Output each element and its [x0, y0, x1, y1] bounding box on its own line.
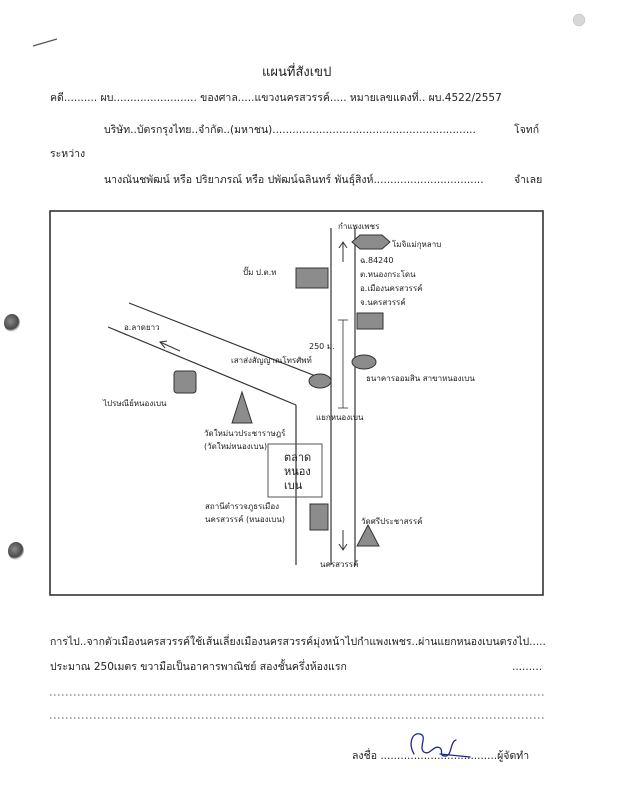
label-house-2: ฉ.84240 — [360, 256, 394, 265]
label-house-5: จ.นครสวรรค์ — [360, 298, 406, 307]
label-post-office: ไปรษณีย์หนองเบน — [103, 399, 167, 408]
defendant-line: นางณันชพัฒน์ หรือ ปริยาภรณ์ หรือ ปพัฒน์ฉลินทร์ พันธุ์สิงห์................................. — [104, 174, 484, 186]
label-distance: 250 ม. — [309, 342, 335, 351]
label-market-3: เบน — [284, 479, 303, 492]
between-label: ระหว่าง — [50, 148, 86, 160]
defendant-role: จำเลย — [514, 174, 543, 186]
label-temple-nw-1: วัดใหม่นวประชาราษฎร์ — [204, 429, 286, 438]
label-junction: แยกหนองเบน — [316, 413, 364, 422]
page-title: แผนที่สังเขป — [262, 65, 332, 80]
label-house-4: อ.เมืองนครสวรรค์ — [360, 284, 423, 293]
label-road-west: อ.ลาดยาว — [124, 323, 160, 332]
label-market-1: ตลาด — [284, 451, 312, 464]
label-road-north: กำแพงเพชร — [338, 222, 380, 231]
directions-line-2: ประมาณ 250เมตร ขวามือเป็นอาคารพาณิชย์ สองชั้นครึ่งห้องแรก — [50, 661, 347, 673]
label-police-1: สถานีตำรวจภูธรเมือง — [205, 502, 280, 511]
label-police-2: นครสวรรค์ (หนองเบน) — [205, 515, 285, 524]
label-temple-se: วัดศรีประชาสรรค์ — [361, 517, 423, 526]
plaintiff-line: บริษัท..บัตรกรุงไทย..จำกัด..(มหาชน)............................................................. — [104, 124, 476, 136]
label-gas-station: ปั๊ม ป.ต.ท — [243, 268, 277, 277]
label-house-1: โมจิแม่กุหลาบ — [392, 240, 442, 249]
plaintiff-role: โจทก์ — [514, 124, 540, 136]
case-number-line: คดี.......... ผบ......................... ของศาล.....แขวงนครสวรรค์..... หมายเลขแดงที่.. ผบ.4522/2557 — [50, 92, 502, 104]
label-bank: ธนาคารออมสิน สาขาหนองเบน — [366, 374, 475, 383]
label-road-south: นครสวรรค์ — [320, 560, 359, 569]
directions-line-2-dots: ......... — [512, 661, 543, 673]
directions-line-1: การไป..จากตัวเมืองนครสวรรค์ใช้เส้นเลี่ยงเมืองนครสวรรค์มุ่งหน้าไปกำแพงเพชร..ผ่านแยกหนองเบนตรงไป..... — [50, 636, 546, 648]
label-house-3: ต.หนองกระโดน — [360, 270, 416, 279]
label-market-2: หนอง — [284, 465, 311, 478]
label-temple-nw-2: (วัดใหม่หนองเบน) — [204, 442, 268, 451]
signature-line: ลงชื่อ ...................................ผู้จัดทำ — [352, 750, 530, 762]
label-telephone-pole: เสาส่งสัญญาณโทรศัพท์ — [231, 356, 312, 365]
